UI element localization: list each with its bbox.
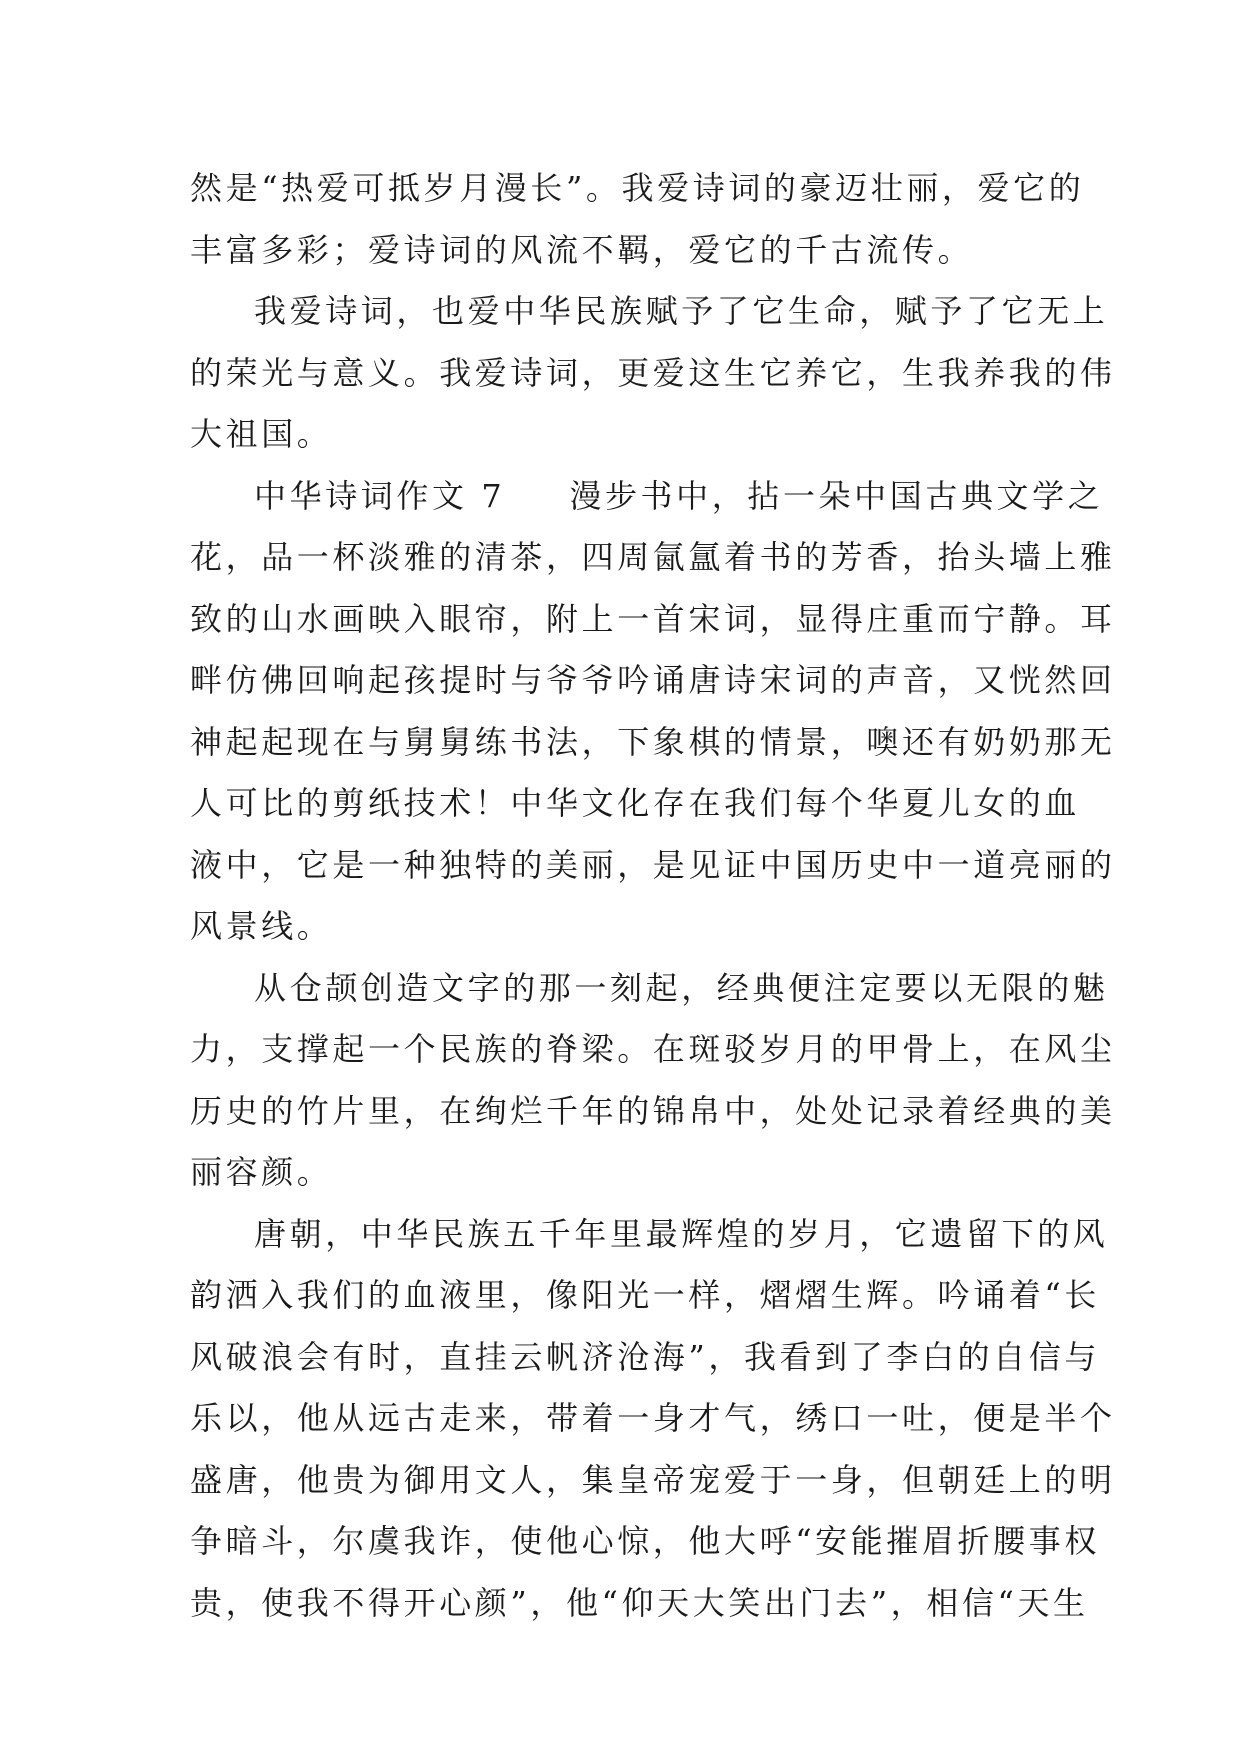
text-line: 花，品一杯淡雅的清茶，四周氤氲着书的芳香，抬头墙上雅 xyxy=(190,538,1116,576)
essay-title: 中华诗词作文 7 xyxy=(254,476,506,515)
text-line: 的荣光与意义。我爱诗词，更爱这生它养它，生我养我的伟 xyxy=(190,353,1116,392)
text-line: 贵，使我不得开心颜”，他“仰天大笑出门去”，相信“天生 xyxy=(190,1583,1089,1622)
essay-heading-line xyxy=(190,466,1104,528)
text-line: 人可比的剪纸技术！中华文化存在我们每个华夏儿女的血 xyxy=(190,784,1081,822)
paragraph-start-line: 从仓颉创造文字的那一刻起，经典便注定要以无限的魅 xyxy=(254,968,1109,1007)
text-line: 大祖国。 xyxy=(190,415,333,453)
essay-opening-text: 漫步书中，拈一朵中国古典文学之 xyxy=(569,476,1104,515)
text-line: 丽容颜。 xyxy=(190,1153,333,1191)
text-line: 盛唐，他贵为御用文人，集皇帝宠爱于一身，但朝廷上的明 xyxy=(190,1460,1116,1499)
text-line: 致的山水画映入眼帘，附上一首宋词，显得庄重而宁静。耳 xyxy=(190,599,1116,638)
text-line: 神起起现在与舅舅练书法，下象棋的情景，噢还有奶奶那无 xyxy=(190,722,1116,761)
text-line: 争暗斗，尔虞我诈，使他心惊，他大呼“安能摧眉折腰事权 xyxy=(190,1522,1100,1560)
text-line: 韵洒入我们的血液里，像阳光一样，熠熠生辉。吟诵着“长 xyxy=(190,1276,1100,1314)
text-line: 风景线。 xyxy=(190,907,333,945)
text-line: 力，支撑起一个民族的脊梁。在斑驳岁月的甲骨上，在风尘 xyxy=(190,1030,1116,1068)
text-line: 然是“热爱可抵岁月漫长”。我爱诗词的豪迈壮丽，爱它的 xyxy=(190,169,1085,207)
text-line: 液中，它是一种独特的美丽，是见证中国历史中一道亮丽的 xyxy=(190,845,1116,884)
paragraph-start-line: 唐朝，中华民族五千年里最辉煌的岁月，它遗留下的风 xyxy=(254,1214,1109,1253)
paragraph-start-line: 我爱诗词，也爱中华民族赋予了它生命，赋予了它无上 xyxy=(254,292,1109,330)
text-line: 乐以，他从远古走来，带着一身才气，绣口一吐，便是半个 xyxy=(190,1399,1116,1437)
text-line: 畔仿佛回响起孩提时与爷爷吟诵唐诗宋词的声音，又恍然回 xyxy=(190,661,1116,699)
essay-body xyxy=(190,158,1116,1634)
text-line: 风破浪会有时，直挂云帆济沧海”，我看到了李白的自信与 xyxy=(190,1337,1100,1376)
text-line: 历史的竹片里，在绚烂千年的锦帛中，处处记录着经典的美 xyxy=(190,1091,1116,1130)
text-line: 丰富多彩；爱诗词的风流不羁，爱它的千古流传。 xyxy=(190,230,974,269)
